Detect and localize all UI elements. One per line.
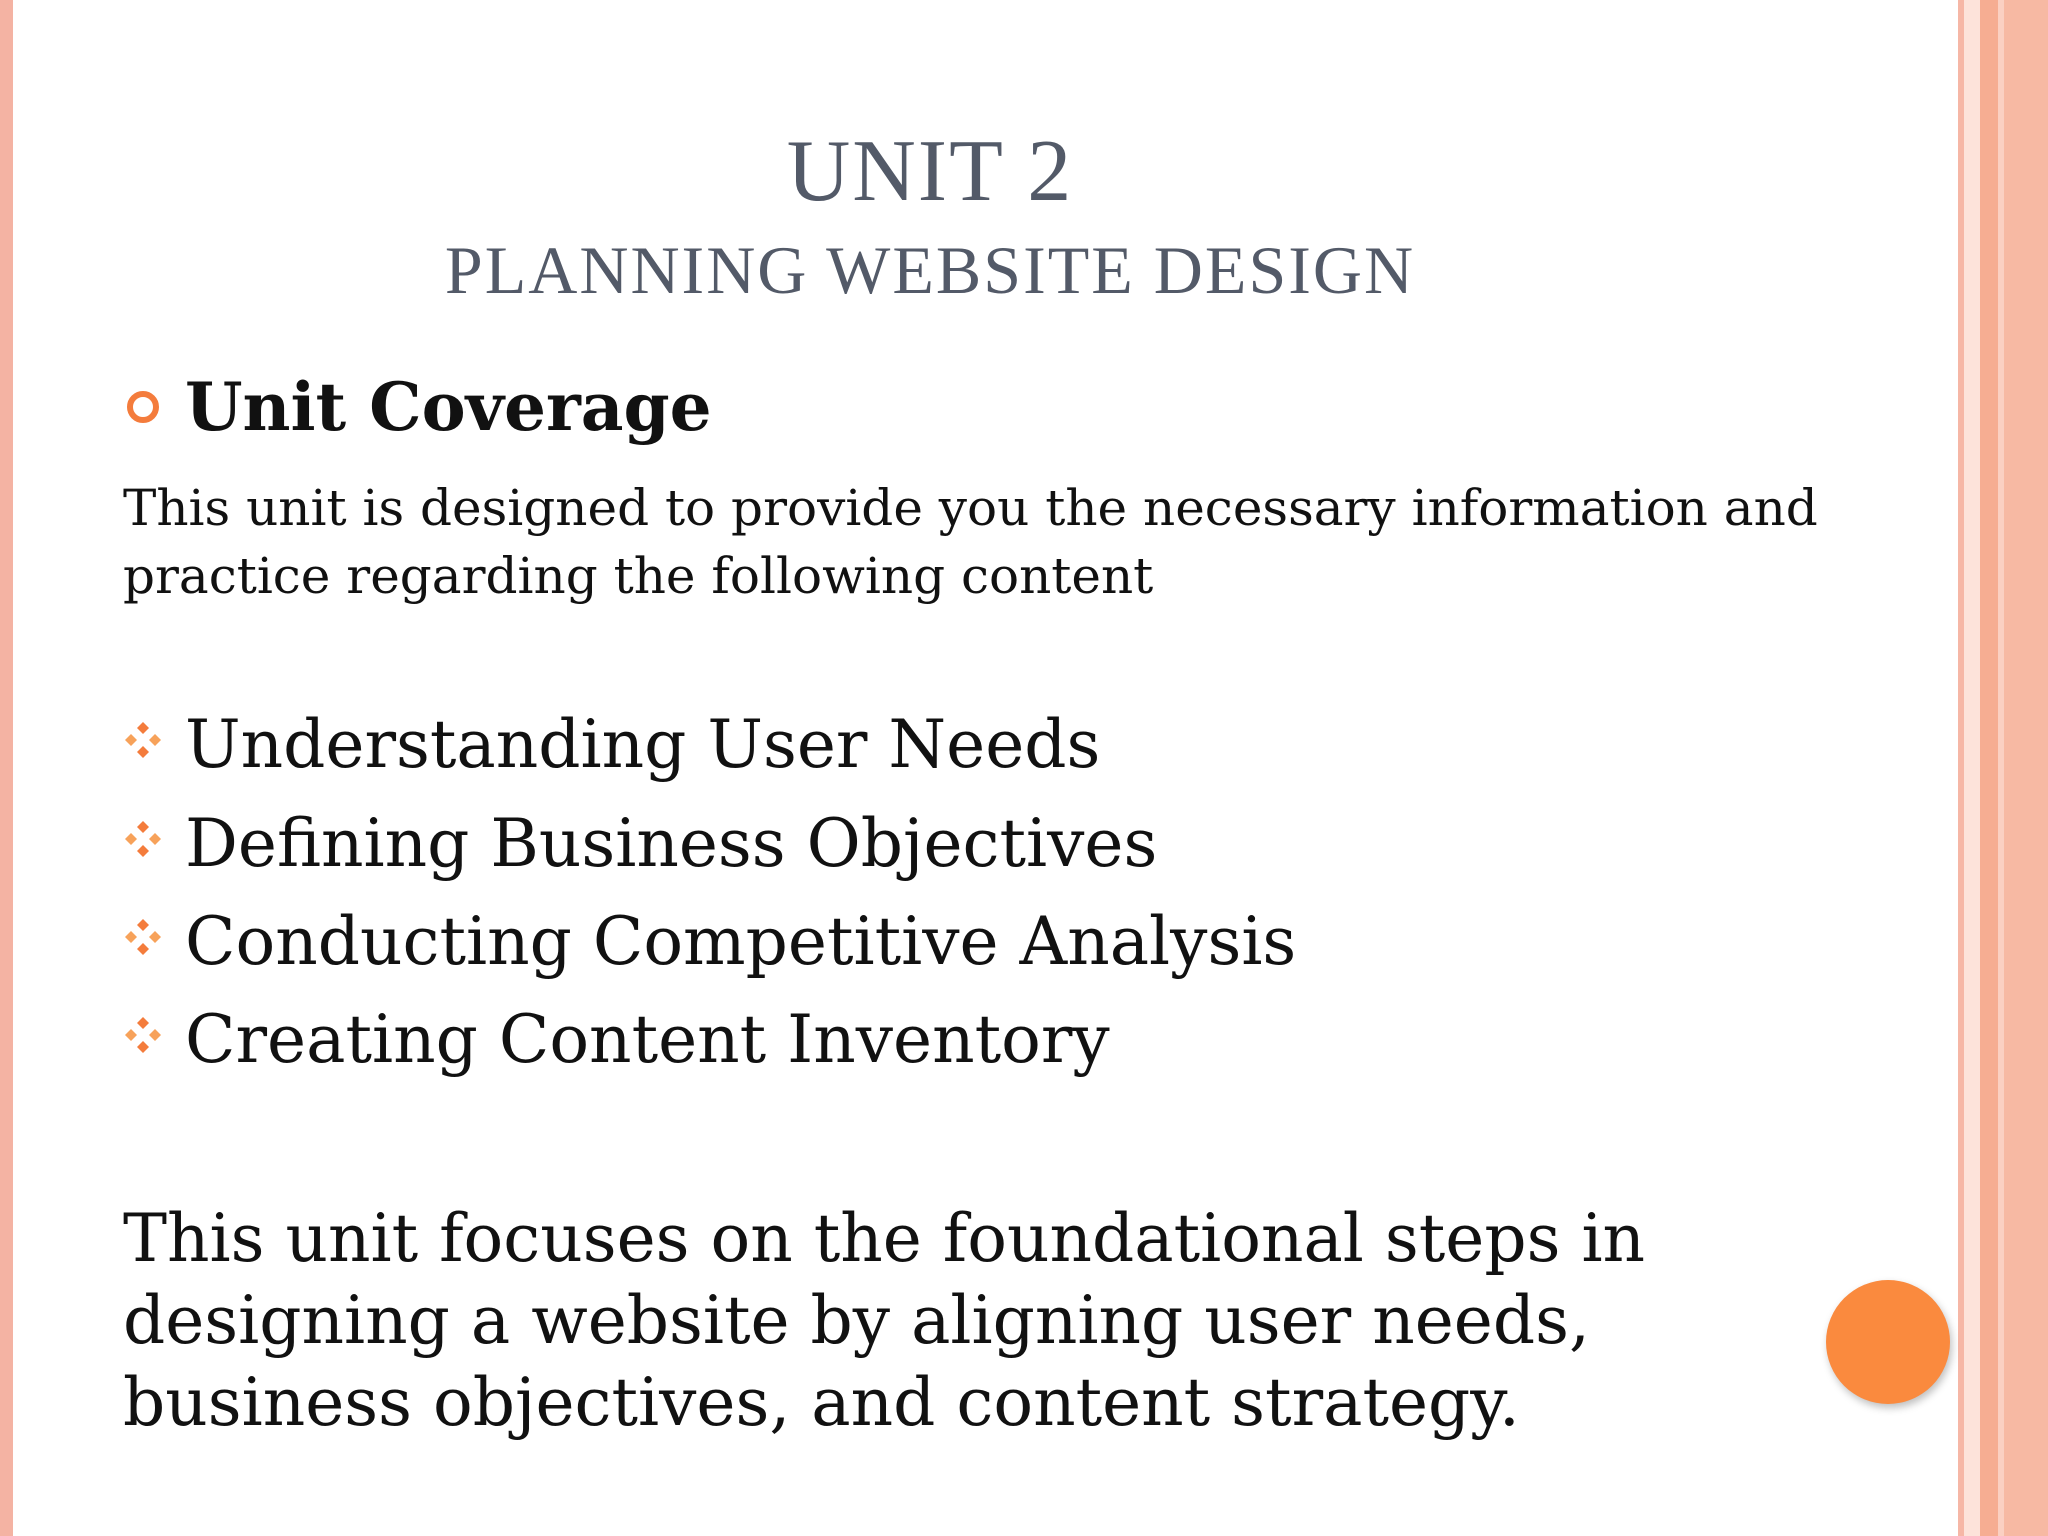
right-border-gap: [1964, 0, 1980, 1536]
diamond-cluster-icon: [123, 1015, 163, 1055]
left-border-stripe: [0, 0, 13, 1536]
topic-label: Conducting Competitive Analysis: [185, 903, 1297, 980]
topic-label: Understanding User Needs: [185, 706, 1101, 783]
diamond-cluster-icon: [123, 819, 163, 859]
slide-title: UNIT 2: [786, 123, 1074, 220]
coverage-intro: This unit is designed to provide you the necessary information and practice regarding the following content: [123, 479, 1818, 605]
diamond-cluster-icon: [123, 720, 163, 760]
slide-subtitle: PLANNING WEBSITE DESIGN: [444, 232, 1416, 308]
orange-circle-decoration: [1826, 1280, 1950, 1404]
diamond-cluster-icon: [123, 917, 163, 957]
unit-summary: This unit focuses on the foundational steps in designing a website by aligning user needs, business objectives, and content strategy.: [123, 1200, 1646, 1441]
right-border-band: [1980, 0, 1998, 1536]
ring-bullet-icon: [127, 391, 159, 423]
right-border-wide-stripe: [2004, 0, 2048, 1536]
topic-label: Defining Business Objectives: [185, 805, 1158, 882]
coverage-heading: Unit Coverage: [185, 368, 712, 446]
topic-label: Creating Content Inventory: [185, 1001, 1110, 1078]
